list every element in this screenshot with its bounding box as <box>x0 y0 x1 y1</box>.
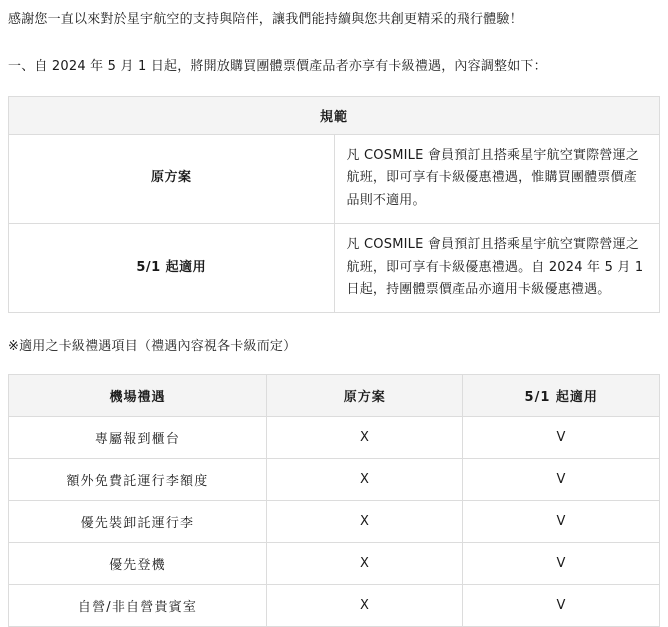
benefit-item-label: 自營/非自營貴賓室 <box>9 585 267 627</box>
benefit-item-label: 優先登機 <box>9 543 267 585</box>
benefit-original-value: X <box>266 543 463 585</box>
table-row <box>9 501 660 543</box>
intro-paragraph-2: 一、自 2024 年 5 月 1 日起，將開放購買團體票價產品者亦享有卡級禮遇，內容調整如下： <box>8 58 547 74</box>
benefit-original-value: X <box>266 417 463 459</box>
table-row <box>9 543 660 585</box>
benefits-header-new: 5/1 起適用 <box>463 375 660 417</box>
benefit-new-value: V <box>463 585 660 627</box>
benefit-item-label: 額外免費託運行李額度 <box>9 459 267 501</box>
benefit-new-value: V <box>463 459 660 501</box>
table-row <box>9 223 660 312</box>
rules-table-header-row <box>9 96 660 134</box>
benefits-note: ※適用之卡級禮遇項目（禮遇內容視各卡級而定） <box>8 339 297 355</box>
benefit-new-value: V <box>463 501 660 543</box>
benefit-item-label: 優先裝卸託運行李 <box>9 501 267 543</box>
benefit-item-label: 專屬報到櫃台 <box>9 417 267 459</box>
benefits-table-header-row <box>9 375 660 417</box>
rules-table-header-cell: 規範 <box>9 96 660 134</box>
benefit-original-value: X <box>266 501 463 543</box>
rules-table <box>8 96 660 314</box>
benefit-original-value: X <box>266 585 463 627</box>
benefits-header-item: 機場禮遇 <box>9 375 267 417</box>
rules-row-body-original: 凡 COSMILE 會員預訂且搭乘星宇航空實際營運之航班，即可享有卡級優惠禮遇，惟購買團體票價產品則不適用。 <box>334 134 660 223</box>
rules-row-body-new: 凡 COSMILE 會員預訂且搭乘星宇航空實際營運之航班，即可享有卡級優惠禮遇。自 2024 年 5 月 1 日起，持團體票價產品亦適用卡級優惠禮遇。 <box>334 223 660 312</box>
benefits-header-original: 原方案 <box>266 375 463 417</box>
benefit-new-value: V <box>463 417 660 459</box>
benefit-original-value: X <box>266 459 463 501</box>
table-row <box>9 134 660 223</box>
rules-row-label-new: 5/1 起適用 <box>9 223 335 312</box>
rules-row-label-original: 原方案 <box>9 134 335 223</box>
table-row <box>9 417 660 459</box>
table-row <box>9 459 660 501</box>
benefit-new-value: V <box>463 543 660 585</box>
intro-paragraph-1: 感謝您一直以來對於星宇航空的支持與陪伴，讓我們能持續與您共創更精采的飛行體驗！ <box>8 12 523 27</box>
table-row <box>9 585 660 627</box>
benefits-table <box>8 374 660 627</box>
